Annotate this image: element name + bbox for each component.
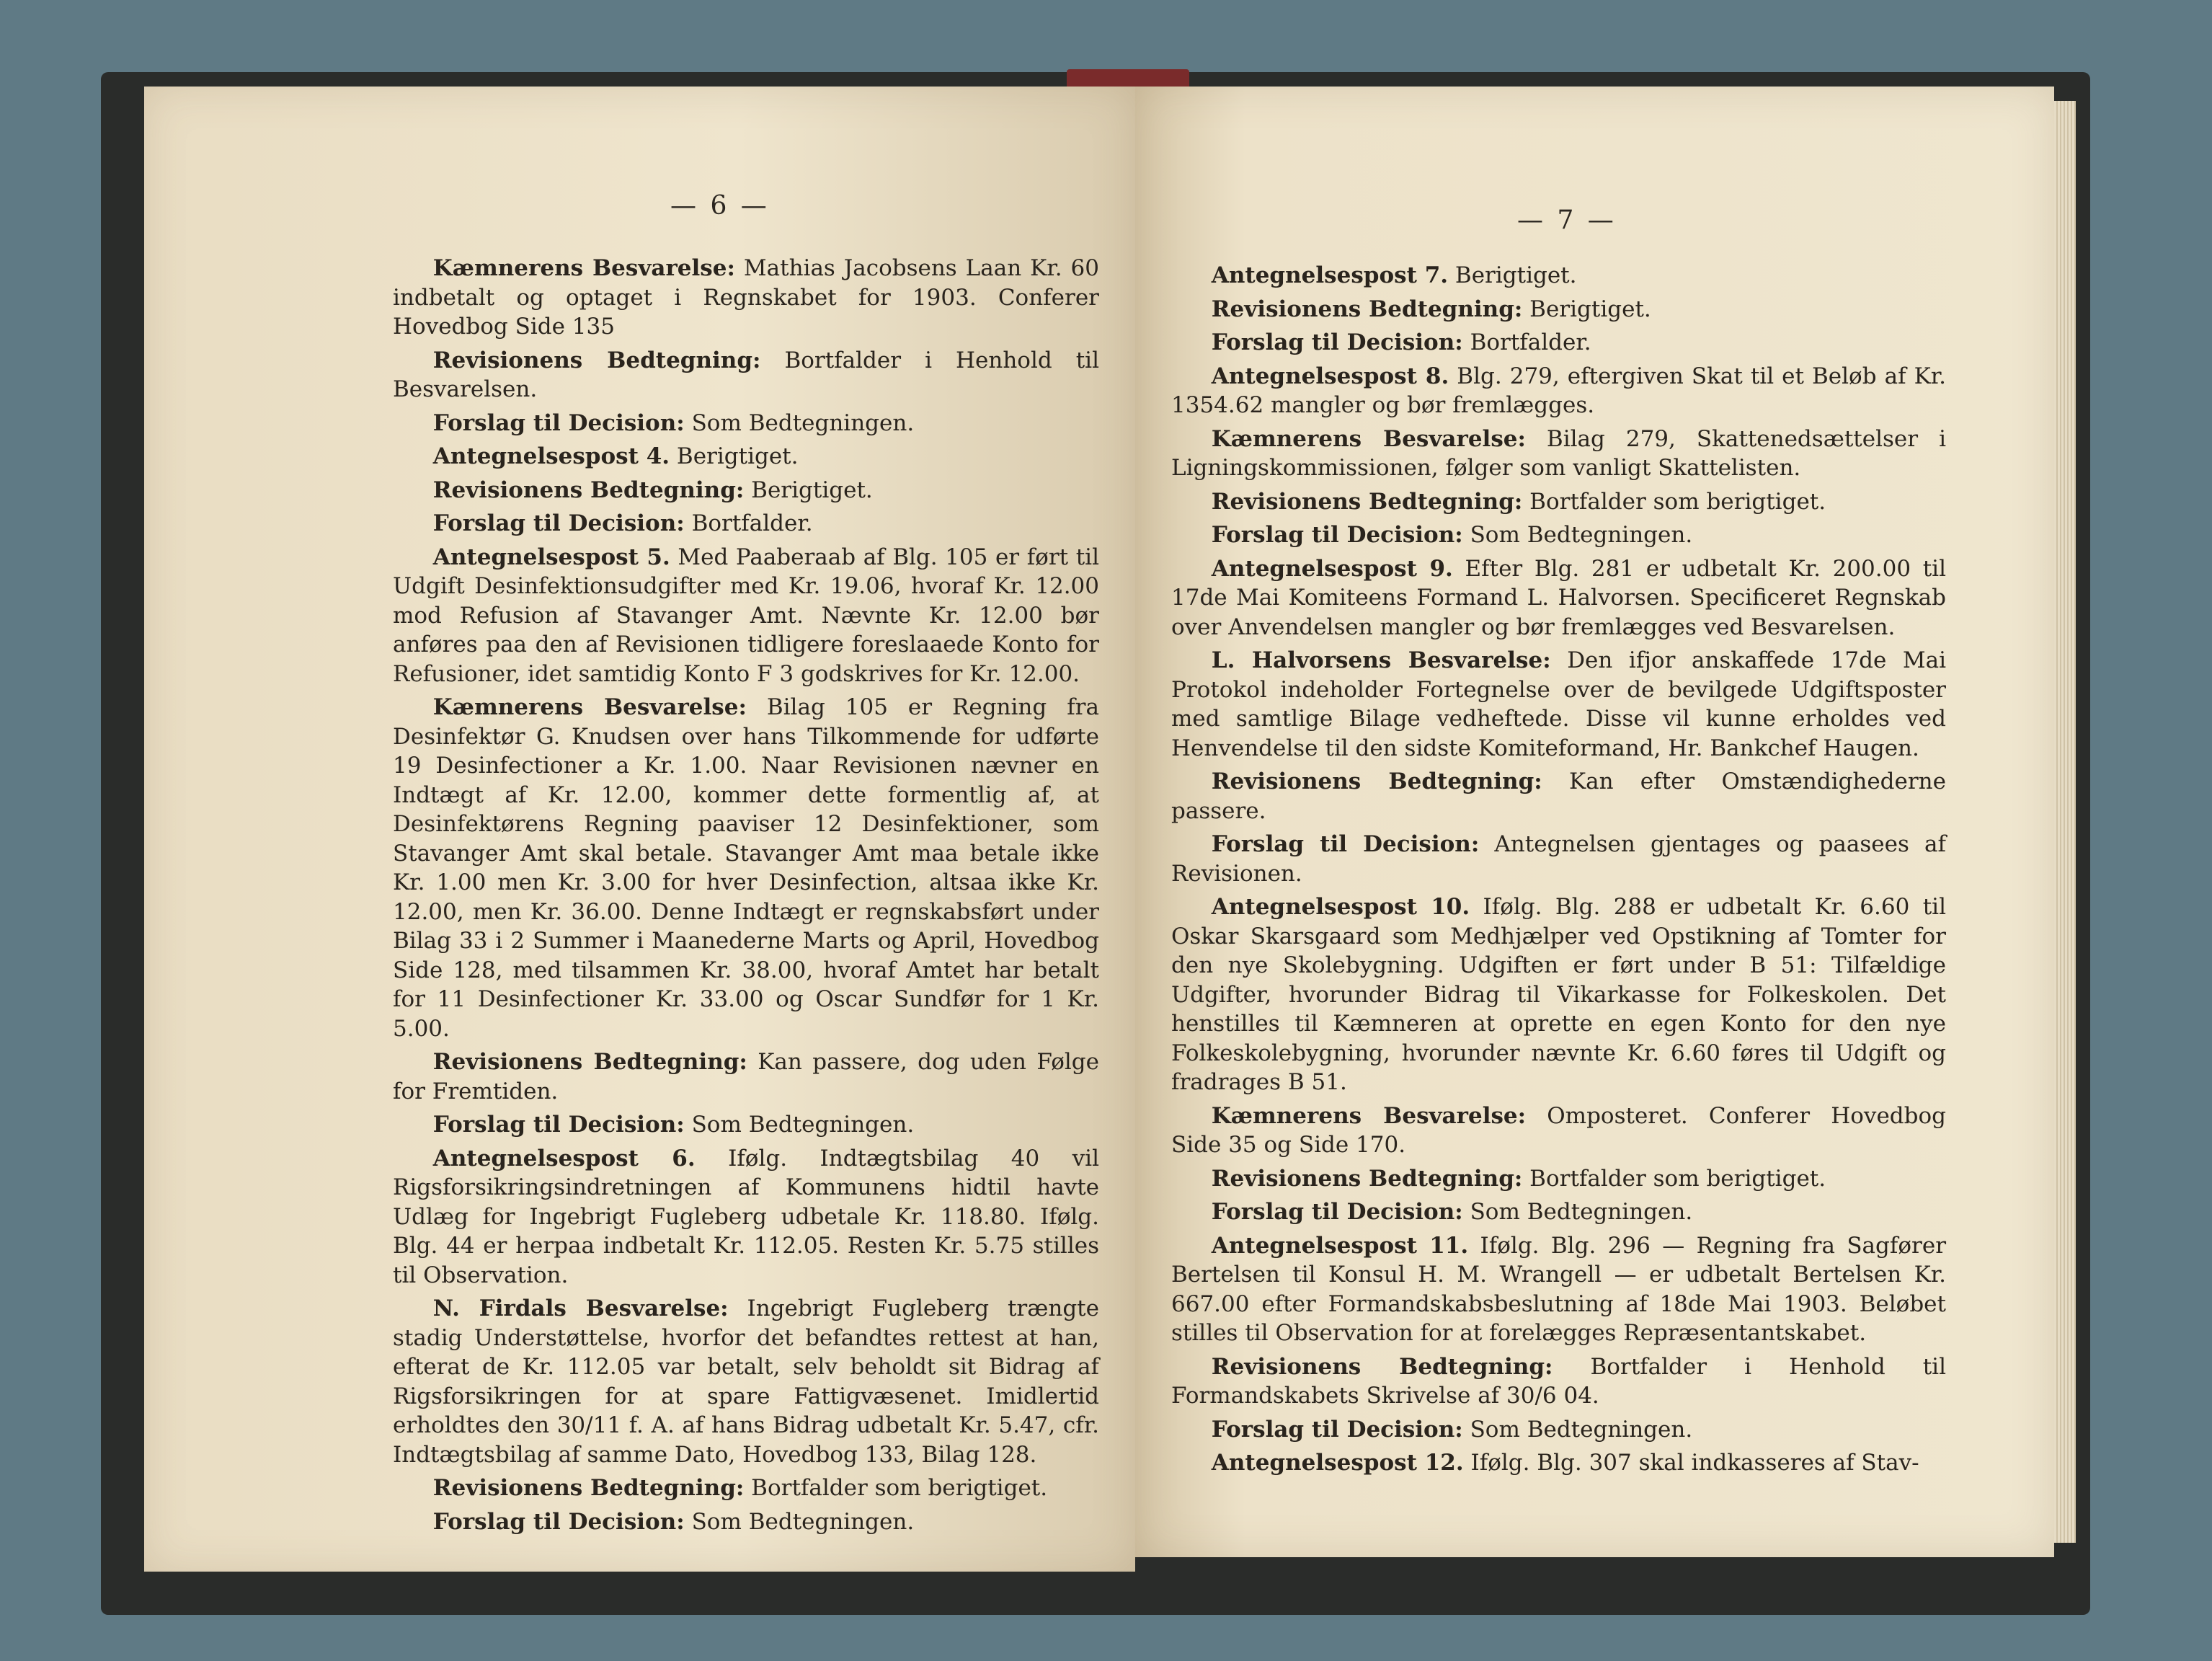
paragraph <box>393 693 1099 1043</box>
paragraph-lead: Forslag til Decision: <box>432 1508 685 1535</box>
left-page-text <box>393 254 1099 1541</box>
paragraph <box>1171 1231 1946 1348</box>
paragraph <box>393 1047 1099 1106</box>
paragraph-lead: Forslag til Decision: <box>1211 329 1463 355</box>
paragraph-lead: Revisionens Bedtegning: <box>432 477 745 503</box>
paragraph-text: Omposteret. Conferer Hovedbog Side 35 og Side 170. <box>1171 1102 1946 1158</box>
paragraph-text: Ifølg. Blg. 296 — Regning fra Sagfører Bertelsen til Konsul H. M. Wrangell — er udbetalt Bertelsen Kr. 667.00 efter Formandskabsbeslutning af 18de Mai 1903. Beløbet stilles til Observation for at forelægges Repræsentantskabet. <box>1171 1232 1947 1346</box>
right-page-text <box>1171 261 1946 1482</box>
paragraph <box>393 1474 1099 1503</box>
paragraph-text: Bortfalder. <box>1462 329 1591 355</box>
paragraph-lead: Antegnelsespost 6. <box>432 1145 696 1171</box>
paragraph <box>1171 1415 1946 1445</box>
paragraph-text: Antegnelsen gjentages og paasees af Revisionen. <box>1171 831 1946 887</box>
page-number-right: — 7 — <box>1517 205 1617 235</box>
paragraph-lead: Antegnelsespost 12. <box>1211 1450 1464 1476</box>
paragraph-lead: Antegnelsespost 4. <box>432 443 670 469</box>
paragraph <box>1171 362 1946 420</box>
paragraph-text: Som Bedtegningen. <box>1462 1416 1693 1443</box>
paragraph-lead: Kæmnerens Besvarelse: <box>1211 1102 1527 1129</box>
paragraph-lead: Forslag til Decision: <box>1211 831 1480 857</box>
paragraph-text: Kan passere, dog uden Følge for Fremtiden. <box>393 1049 1099 1104</box>
paragraph-text: Ifølg. Indtægtsbilag 40 vil Rigsforsikringsindretningen af Kommunens hidtil havte Udlæg for Ingebrigt Fugleberg udbetale Kr. 118.80. Ifølg. Blg. 44 er herpaa indbetalt Kr. 112.05. Resten Kr. 5.75 stilles til Observation. <box>393 1145 1100 1288</box>
paragraph <box>1171 425 1946 483</box>
paragraph-lead: Revisionens Bedtegning: <box>432 347 761 373</box>
paragraph-lead: Kæmnerens Besvarelse: <box>432 694 747 720</box>
paragraph-text: Som Bedtegningen. <box>684 1508 915 1535</box>
paragraph-lead: Revisionens Bedtegning: <box>1211 488 1523 515</box>
paragraph <box>1171 521 1946 550</box>
paragraph-lead: Kæmnerens Besvarelse: <box>1211 425 1526 452</box>
page-edges <box>2054 101 2076 1543</box>
paragraph-lead: Revisionens Bedtegning: <box>432 1475 745 1501</box>
paragraph-lead: Forslag til Decision: <box>1211 1199 1463 1225</box>
paragraph-lead: Forslag til Decision: <box>1211 522 1463 548</box>
paragraph-text: Ifølg. Blg. 307 skal indkasseres af Stav- <box>1463 1450 1919 1476</box>
paragraph <box>393 543 1099 689</box>
paragraph <box>393 509 1099 539</box>
paragraph-lead: Antegnelsespost 11. <box>1211 1232 1469 1259</box>
paragraph-lead: Antegnelsespost 9. <box>1211 555 1453 582</box>
paragraph-lead: Forslag til Decision: <box>1211 1416 1463 1443</box>
paragraph-lead: Forslag til Decision: <box>432 409 685 436</box>
paragraph-text: Med Paaberaab af Blg. 105 er ført til Udgift Desinfektionsudgifter med Kr. 19.06, hvoraf Kr. 12.00 mod Refusion af Stavanger Amt. Nævnte Kr. 12.00 bør anføres paa den af Revisionen tidligere foreslaaede Konto for Refusioner, idet samtidig Konto F 3 godskrives for Kr. 12.00. <box>393 544 1099 687</box>
paragraph-lead: Forslag til Decision: <box>432 1112 685 1138</box>
paragraph <box>1171 767 1946 825</box>
paragraph-lead: Revisionens Bedtegning: <box>1211 1165 1523 1192</box>
paragraph <box>1171 1164 1946 1194</box>
paragraph-lead: Revisionens Bedtegning: <box>1211 296 1523 322</box>
paragraph-lead: Antegnelsespost 10. <box>1211 894 1470 920</box>
paragraph-text: Berigtiget. <box>1522 296 1651 322</box>
paragraph-text: Ingebrigt Fugleberg trængte stadig Understøttelse, hvorfor det befandtes rettest at han, efterat de Kr. 112.05 var betalt, selv beholdt sit Bidrag af Rigsforsikringen for at spare Fattigvæsenet. Imidlertid erholdtes den 30/11 f. A. af hans Bidrag udbetalt Kr. 5.47, cfr. Indtægtsbilag af samme Dato, Hovedbog 133, Bilag 128. <box>393 1295 1099 1468</box>
paragraph <box>393 476 1099 505</box>
paragraph-lead: Antegnelsespost 5. <box>432 544 670 570</box>
paragraph <box>1171 295 1946 324</box>
paragraph-text: Som Bedtegningen. <box>1462 1199 1693 1225</box>
paragraph-text: Bortfalder som berigtiget. <box>1522 1165 1826 1192</box>
paragraph-text: Blg. 279, eftergiven Skat til et Beløb af Kr. 1354.62 mangler og bør fremlægges. <box>1171 363 1947 418</box>
paragraph-text: Bortfalder som berigtiget. <box>744 1475 1048 1501</box>
paragraph-lead: Antegnelsespost 7. <box>1211 262 1449 288</box>
paragraph-text: Bortfalder i Henhold til Formandskabets Skrivelse af 30/6 04. <box>1171 1353 1946 1409</box>
paragraph <box>1171 328 1946 358</box>
paragraph <box>1171 1448 1946 1478</box>
paragraph-lead: Antegnelsespost 8. <box>1211 363 1449 389</box>
paragraph <box>1171 830 1946 888</box>
paragraph <box>1171 892 1946 1097</box>
paragraph <box>1171 554 1946 642</box>
paragraph-text: Ifølg. Blg. 288 er udbetalt Kr. 6.60 til Oskar Skarsgaard som Medhjælper ved Opstikning af Tomter for den nye Skolebygning. Udgiften er ført under B 51: Tilfældige Udgifter, hvorunder Bidrag til Vikarkasse for Folkeskolen. Det henstilles til Kæmneren at oprette en egen Konto for den nye Folkeskolebygning, hvorunder nævnte Kr. 6.60 føres til Udgift og fradrages B 51. <box>1171 894 1946 1095</box>
paragraph-lead: Kæmnerens Besvarelse: <box>432 255 735 281</box>
paragraph-lead: Revisionens Bedtegning: <box>1211 1353 1553 1380</box>
paragraph <box>393 1144 1099 1290</box>
page-number-left: — 6 — <box>670 191 770 221</box>
paragraph <box>1171 1197 1946 1227</box>
paragraph <box>393 1294 1099 1469</box>
paragraph <box>1171 1352 1946 1411</box>
paragraph-text: Bilag 279, Skattenedsættelser i Ligningskommissionen, følger som vanligt Skattelisten. <box>1171 425 1946 481</box>
paragraph <box>1171 646 1946 763</box>
paragraph-text: Bilag 105 er Regning fra Desinfektør G. Knudsen over hans Tilkommende for udførte 19 Desinfectioner a Kr. 1.00. Naar Revisionen nævner en Indtægt af Kr. 12.00, kommer dette formentlig af, at Desinfektørens Regning paaviser 12 Desinfektioner, som Stavanger Amt skal betale. Stavanger Amt maa betale ikke Kr. 1.00 men Kr. 3.00 for hver Desinfection, altsaa ikke Kr. 12.00, men Kr. 36.00. Denne Indtægt er regnskabsført under Bilag 33 i 2 Summer i Maanederne Marts og April, Hovedbog Side 128, med tilsammen Kr. 38.00, hvoraf Amtet har betalt for 11 Desinfectioner Kr. 33.00 og Oscar Sundfør for 1 Kr. 5.00. <box>393 694 1099 1042</box>
paragraph-text: Berigtiget. <box>1448 262 1577 288</box>
paragraph <box>1171 487 1946 517</box>
paragraph-lead: L. Halvorsens Besvarelse: <box>1211 647 1551 673</box>
paragraph-text: Som Bedtegningen. <box>684 1112 915 1138</box>
paragraph <box>393 346 1099 404</box>
paragraph <box>393 409 1099 438</box>
paragraph-lead: Revisionens Bedtegning: <box>432 1049 747 1075</box>
paragraph <box>393 254 1099 342</box>
paragraph-text: Efter Blg. 281 er udbetalt Kr. 200.00 til 17de Mai Komiteens Formand L. Halvorsen. Specificeret Regnskab over Anvendelsen mangler og bør fremlægges ved Besvarelsen. <box>1171 555 1946 640</box>
paragraph-text: Bortfalder i Henhold til Besvarelsen. <box>393 347 1099 402</box>
paragraph <box>393 442 1099 471</box>
paragraph-text: Berigtiget. <box>670 443 799 469</box>
paragraph <box>1171 261 1946 291</box>
paragraph-text: Den ifjor anskaffede 17de Mai Protokol indeholder Fortegnelse over de bevilgede Udgiftsposter med samtlige Bilage vedheftede. Disse vil kunne erholdes ved Henvendelse til den sidste Komiteformand, Hr. Bankchef Haugen. <box>1171 647 1946 761</box>
paragraph-text: Bortfalder som berigtiget. <box>1522 488 1826 515</box>
paragraph-text: Som Bedtegningen. <box>684 409 915 436</box>
paragraph-text: Mathias Jacobsens Laan Kr. 60 indbetalt og optaget i Regnskabet for 1903. Conferer Hovedbog Side 135 <box>393 255 1099 340</box>
paragraph-lead: N. Firdals Besvarelse: <box>432 1295 729 1321</box>
paragraph-lead: Revisionens Bedtegning: <box>1211 769 1542 794</box>
paragraph <box>393 1507 1099 1537</box>
paragraph-text: Som Bedtegningen. <box>1462 522 1693 548</box>
paragraph-lead: Forslag til Decision: <box>432 510 685 536</box>
paragraph <box>1171 1102 1946 1160</box>
paragraph-text: Bortfalder. <box>684 510 813 536</box>
paragraph-text: Kan efter Omstændighederne passere. <box>1171 769 1946 824</box>
paragraph-text: Berigtiget. <box>744 477 873 503</box>
paragraph <box>393 1110 1099 1140</box>
